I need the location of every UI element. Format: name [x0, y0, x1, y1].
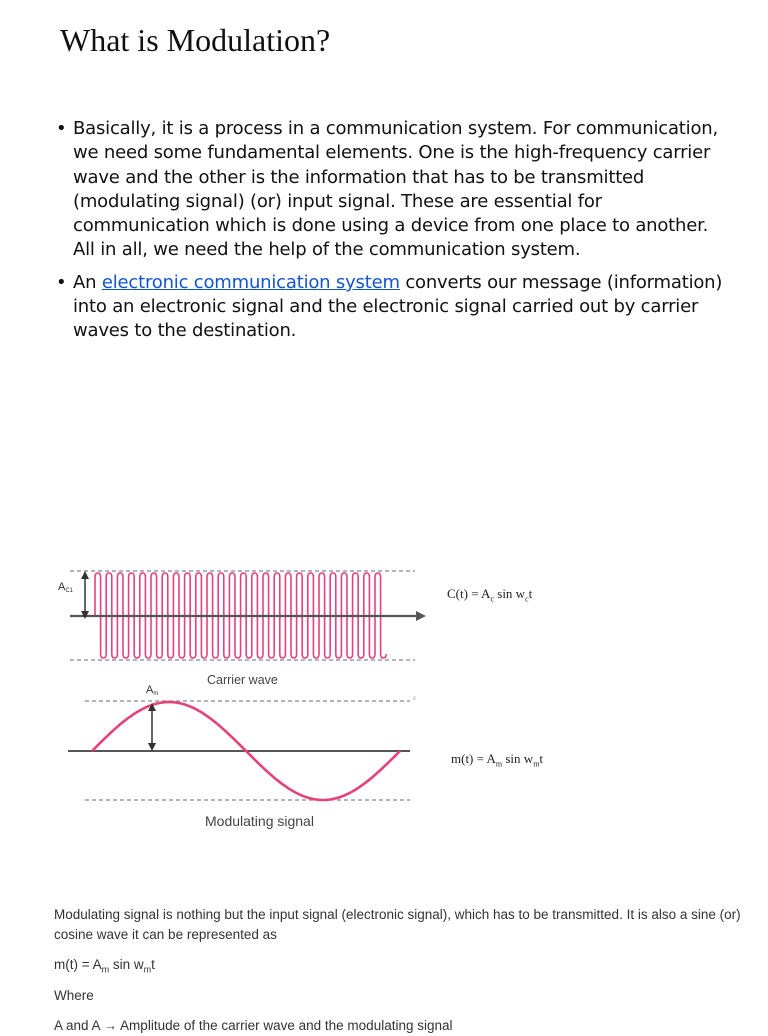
- bullet-item: [52, 117, 732, 263]
- mod-caption: Modulating signal: [205, 813, 314, 829]
- formula-line: $m(t) = A_m$ $\sin w_mt$: [54, 957, 155, 975]
- carrier-amp-label: AC1: [58, 581, 74, 594]
- bullet-dot: •: [56, 271, 67, 293]
- bullet-suffix: converts our message (information) into an electronic signal and the electronic signal carried out by carrier waves to the destination.: [73, 271, 723, 342]
- modulating-equation: $m(t) = A_m$ $\sin w_mt$: [451, 751, 544, 769]
- carrier-equation: $C(t) = A_c$ $\sin w_ct$: [447, 586, 533, 604]
- carrier-caption: Carrier wave: [207, 673, 278, 687]
- amplitude-definition-line: A and A → Amplitude of the carrier wave and the modulating signal: [54, 1018, 453, 1033]
- carrier-amplitude-arrowhead-top: [81, 571, 89, 579]
- mod-edge-label: c: [413, 696, 416, 702]
- bullet-dot: •: [56, 118, 67, 139]
- bullet-list: [52, 117, 732, 352]
- carrier-axis-arrow: [416, 611, 426, 621]
- where-label: Where: [54, 988, 94, 1003]
- modulating-description: Modulating signal is nothing but the input signal (electronic signal), which has to be transmitted. It is also a sine (or) cosine wave it can be represented as: [54, 907, 741, 942]
- bullet-text: Basically, it is a process in a communication system. For communication, we need some fundamental elements. One is the high-frequency carrier wave and the other is the information that has to be transmitted (modulating signal) (or) input signal. These are essential for communication which is done using a device from one place to another. All in all, we need the help of the communication system.: [73, 118, 718, 261]
- page-title: What is Modulation?: [60, 22, 331, 58]
- mod-amplitude-arrowhead-bottom: [148, 743, 156, 751]
- bullet-item: [52, 271, 732, 344]
- modulation-diagram: [0, 555, 768, 845]
- electronic-communication-system-link[interactable]: electronic communication system: [101, 271, 400, 293]
- bullet-prefix: An: [73, 271, 102, 293]
- mod-amp-label: Am: [146, 684, 159, 697]
